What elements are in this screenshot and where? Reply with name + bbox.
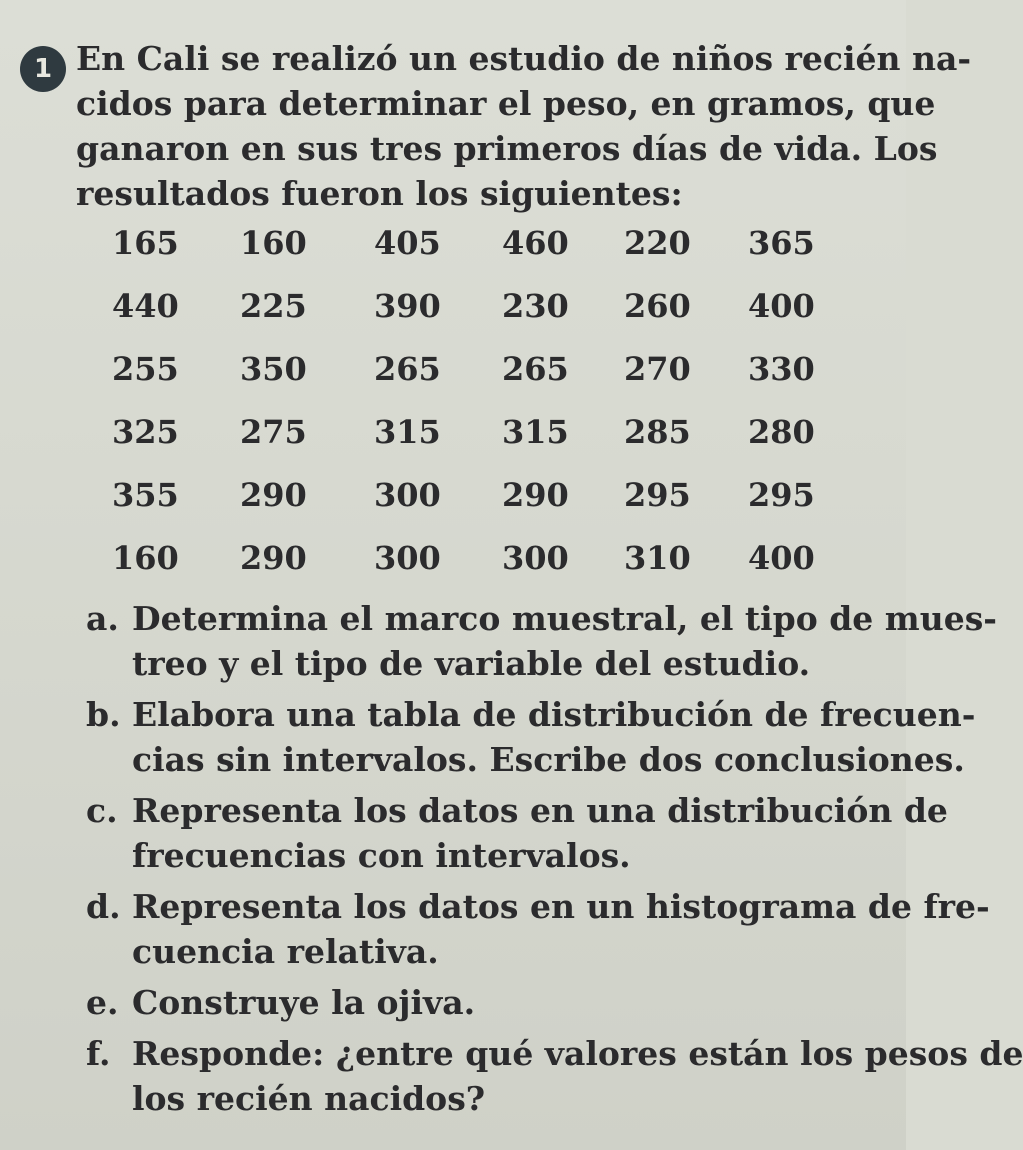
question-line: Elabora una tabla de distribución de frecuen- xyxy=(132,695,976,734)
data-value: 440 xyxy=(112,287,179,325)
data-value: 295 xyxy=(748,476,815,514)
data-value: 300 xyxy=(374,476,441,514)
data-value: 165 xyxy=(112,224,179,262)
data-value: 275 xyxy=(240,413,307,451)
question-letter: c. xyxy=(86,791,118,830)
data-value: 290 xyxy=(240,539,307,577)
data-row xyxy=(112,224,822,287)
data-value: 400 xyxy=(748,287,815,325)
question-line: cias sin intervalos. Escribe dos conclusiones. xyxy=(132,740,965,779)
data-value: 330 xyxy=(748,350,815,388)
data-row xyxy=(112,350,822,413)
data-value: 365 xyxy=(748,224,815,262)
question-line: Responde: ¿entre qué valores están los pesos de xyxy=(132,1034,1023,1073)
question-line: Construye la ojiva. xyxy=(132,983,476,1022)
data-value: 160 xyxy=(240,224,307,262)
exercise-number-badge: 1 xyxy=(20,46,66,92)
data-value: 285 xyxy=(624,413,691,451)
data-value: 310 xyxy=(624,539,691,577)
data-value: 225 xyxy=(240,287,307,325)
question-letter: a. xyxy=(86,599,119,638)
data-value: 280 xyxy=(748,413,815,451)
data-value: 220 xyxy=(624,224,691,262)
data-value: 325 xyxy=(112,413,179,451)
data-value: 300 xyxy=(502,539,569,577)
question-item xyxy=(86,884,990,974)
question-line: Representa los datos en un histograma de fre- xyxy=(132,887,990,926)
data-value: 390 xyxy=(374,287,441,325)
question-item xyxy=(86,980,886,1025)
question-text xyxy=(132,1031,1023,1121)
question-line: los recién nacidos? xyxy=(132,1079,486,1118)
data-row xyxy=(112,476,822,539)
question-line: Determina el marco muestral, el tipo de mues- xyxy=(132,599,997,638)
data-value: 290 xyxy=(502,476,569,514)
data-value: 265 xyxy=(374,350,441,388)
question-text xyxy=(132,596,997,686)
data-value: 290 xyxy=(240,476,307,514)
statement-line: En Cali se realizó un estudio de niños recién na- xyxy=(76,39,972,78)
data-row xyxy=(112,539,822,602)
data-row xyxy=(112,287,822,350)
data-value: 315 xyxy=(374,413,441,451)
question-line: cuencia relativa. xyxy=(132,932,439,971)
data-value: 300 xyxy=(374,539,441,577)
data-value: 355 xyxy=(112,476,179,514)
data-value: 270 xyxy=(624,350,691,388)
data-value: 230 xyxy=(502,287,569,325)
question-text xyxy=(132,884,990,974)
question-line: treo y el tipo de variable del estudio. xyxy=(132,644,811,683)
question-text xyxy=(132,980,886,1025)
statement-line: ganaron en sus tres primeros días de vida. Los xyxy=(76,129,938,168)
question-letter: d. xyxy=(86,887,121,926)
question-item xyxy=(86,596,997,686)
question-text xyxy=(132,692,976,782)
statement-line: resultados fueron los siguientes: xyxy=(76,174,683,213)
exercise-statement xyxy=(76,36,972,216)
question-list xyxy=(86,596,1023,1127)
question-letter: b. xyxy=(86,695,121,734)
question-letter: e. xyxy=(86,983,119,1022)
data-value: 260 xyxy=(624,287,691,325)
data-value: 405 xyxy=(374,224,441,262)
data-value: 315 xyxy=(502,413,569,451)
data-value: 255 xyxy=(112,350,179,388)
question-text xyxy=(132,788,948,878)
question-item xyxy=(86,788,948,878)
question-item xyxy=(86,1031,1023,1121)
question-line: Representa los datos en una distribución de xyxy=(132,791,948,830)
data-value: 265 xyxy=(502,350,569,388)
question-letter: f. xyxy=(86,1034,111,1073)
question-item xyxy=(86,692,976,782)
statement-line: cidos para determinar el peso, en gramos, que xyxy=(76,84,936,123)
data-value: 460 xyxy=(502,224,569,262)
data-value: 295 xyxy=(624,476,691,514)
data-value: 350 xyxy=(240,350,307,388)
data-value: 400 xyxy=(748,539,815,577)
data-value: 160 xyxy=(112,539,179,577)
data-row xyxy=(112,413,822,476)
question-line: frecuencias con intervalos. xyxy=(132,836,631,875)
weights-data-table xyxy=(112,224,822,602)
